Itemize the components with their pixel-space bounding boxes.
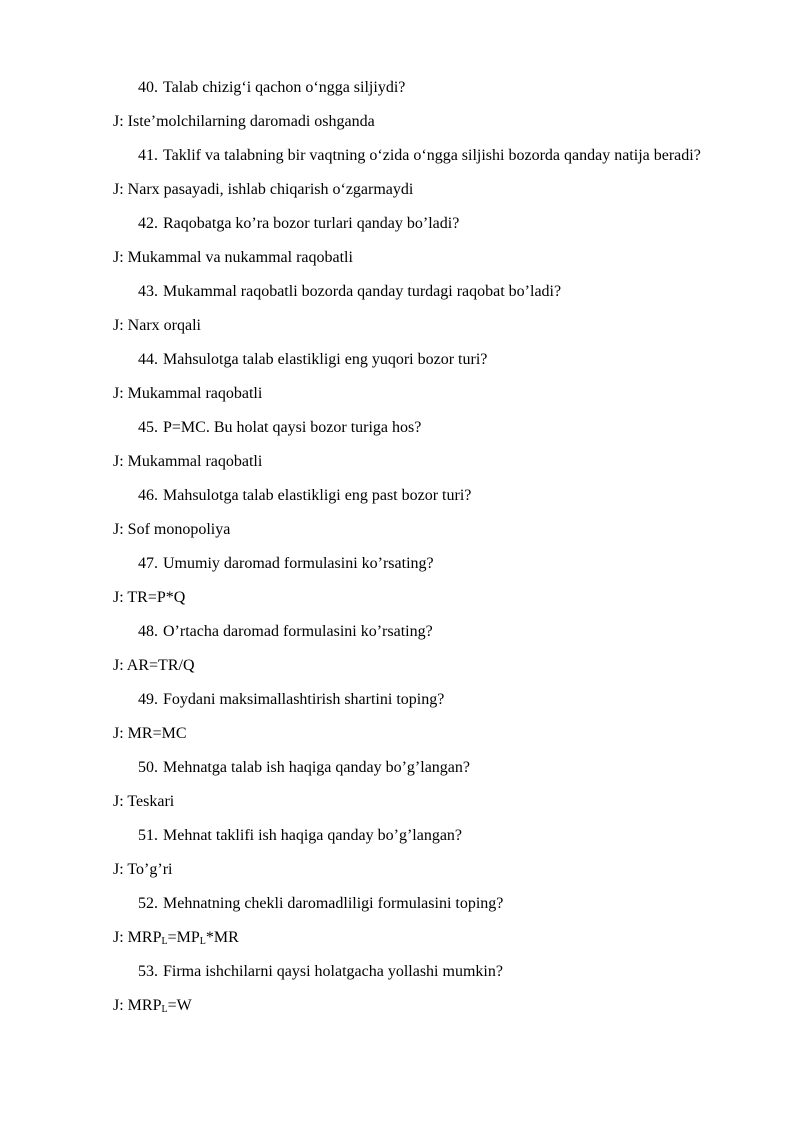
question-text: Mahsulotga talab elastikligi eng yuqori bozor turi? <box>163 351 488 368</box>
answer-prefix: J: <box>113 453 128 470</box>
formula-part: MRP <box>127 929 162 946</box>
question-item <box>113 76 753 100</box>
question-number: 46. <box>138 487 158 504</box>
question-item <box>113 892 753 916</box>
answer-prefix: J: <box>113 589 128 606</box>
formula-subscript: L <box>199 936 206 947</box>
answer-item <box>113 926 753 950</box>
question-item <box>113 484 753 508</box>
question-number: 49. <box>138 691 158 708</box>
formula-part: *MR <box>205 929 239 946</box>
question-number: 41. <box>138 147 158 164</box>
formula-subscript: L <box>161 1004 168 1015</box>
question-item <box>113 824 753 848</box>
question-number: 45. <box>138 419 158 436</box>
answer-item <box>113 994 753 1018</box>
answer-item <box>113 518 753 542</box>
question-text: Mehnatga talab ish haqiga qanday bo’g’langan? <box>163 759 470 776</box>
answer-item <box>113 450 753 474</box>
question-item <box>113 756 753 780</box>
question-item <box>113 280 753 304</box>
answer-item <box>113 246 753 270</box>
question-text: Umumiy daromad formulasini ko’rsating? <box>163 555 434 572</box>
question-text: P=MC. Bu holat qaysi bozor turiga hos? <box>163 419 422 436</box>
question-text: Raqobatga ko’ra bozor turlari qanday bo’ladi? <box>163 215 460 232</box>
question-text: Talab chizig‘i qachon o‘ngga siljiydi? <box>163 79 406 96</box>
answer-prefix: J: <box>113 861 128 878</box>
answer-item <box>113 110 753 134</box>
question-text: Mehnatning chekli daromadliligi formulasini toping? <box>163 895 504 912</box>
question-number: 48. <box>138 623 158 640</box>
answer-text: AR=TR/Q <box>126 657 195 674</box>
answer-item <box>113 654 753 678</box>
answer-text: Sof monopoliya <box>127 521 231 538</box>
question-text: O’rtacha daromad formulasini ko’rsating? <box>163 623 433 640</box>
question-item <box>113 552 753 576</box>
answer-prefix: J: <box>113 929 128 946</box>
question-number: 47. <box>138 555 158 572</box>
answer-prefix: J: <box>113 385 128 402</box>
answer-text: Teskari <box>127 793 175 810</box>
answer-item <box>113 586 753 610</box>
answer-item <box>113 178 753 202</box>
question-text: Mehnat taklifi ish haqiga qanday bo’g’langan? <box>163 827 463 844</box>
question-text: Taklif va talabning bir vaqtning o‘zida o‘ngga siljishi bozorda qanday natija beradi? <box>163 147 701 164</box>
answer-prefix: J: <box>113 793 128 810</box>
question-item <box>113 144 753 168</box>
formula-subscript: L <box>161 936 168 947</box>
question-number: 52. <box>138 895 158 912</box>
answer-item <box>113 790 753 814</box>
answer-text: MR=MC <box>127 725 187 742</box>
question-item <box>113 960 753 984</box>
answer-item <box>113 722 753 746</box>
formula-part: =MP <box>167 929 200 946</box>
answer-text: Mukammal raqobatli <box>127 453 263 470</box>
question-number: 44. <box>138 351 158 368</box>
answer-prefix: J: <box>113 521 128 538</box>
answer-text: Mukammal va nukammal raqobatli <box>127 249 353 266</box>
qa-list <box>113 76 753 1028</box>
answer-item <box>113 382 753 406</box>
formula-part: =W <box>167 997 192 1014</box>
answer-prefix: J: <box>113 317 128 334</box>
question-text: Mahsulotga talab elastikligi eng past bozor turi? <box>163 487 472 504</box>
answer-prefix: J: <box>113 725 128 742</box>
answer-text: Narx pasayadi, ishlab chiqarish o‘zgarmaydi <box>127 181 414 198</box>
answer-text: Iste’molchilarning daromadi oshganda <box>127 113 375 130</box>
answer-prefix: J: <box>113 113 128 130</box>
answer-item <box>113 314 753 338</box>
question-item <box>113 416 753 440</box>
answer-prefix: J: <box>113 249 128 266</box>
question-text: Firma ishchilarni qaysi holatgacha yollashi mumkin? <box>163 963 503 980</box>
question-item <box>113 620 753 644</box>
question-text: Foydani maksimallashtirish shartini toping? <box>163 691 445 708</box>
question-item <box>113 688 753 712</box>
answer-prefix: J: <box>113 657 127 674</box>
question-number: 53. <box>138 963 158 980</box>
question-text: Mukammal raqobatli bozorda qanday turdagi raqobat bo’ladi? <box>163 283 562 300</box>
formula-part: MRP <box>127 997 162 1014</box>
question-number: 43. <box>138 283 158 300</box>
question-number: 40. <box>138 79 158 96</box>
question-number: 42. <box>138 215 158 232</box>
question-number: 51. <box>138 827 158 844</box>
answer-text: Narx orqali <box>127 317 201 334</box>
answer-text: TR=P*Q <box>127 589 186 606</box>
answer-prefix: J: <box>113 997 128 1014</box>
answer-text: To’g’ri <box>127 861 173 878</box>
question-item <box>113 212 753 236</box>
question-number: 50. <box>138 759 158 776</box>
question-item <box>113 348 753 372</box>
answer-prefix: J: <box>113 181 128 198</box>
answer-text: Mukammal raqobatli <box>127 385 263 402</box>
answer-item <box>113 858 753 882</box>
